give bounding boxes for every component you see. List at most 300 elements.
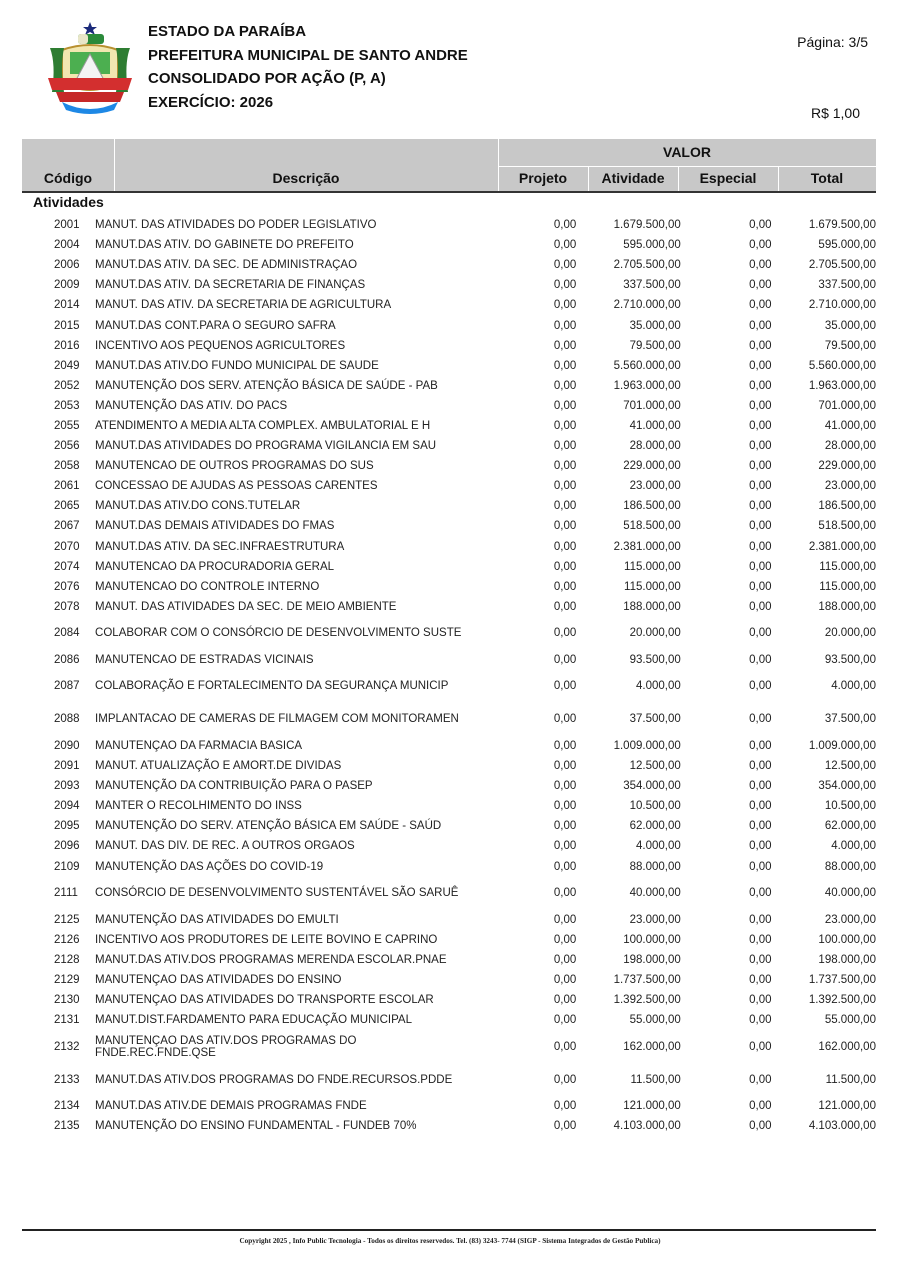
row-description: MANUTENCAO DE OUTROS PROGRAMAS DO SUS [95, 460, 374, 473]
row-total-value: 62.000,00 [824, 820, 876, 833]
row-project-value: 0,00 [553, 680, 577, 693]
row-special-value: 0,00 [749, 653, 772, 666]
row-description: MANUTENÇÃO DAS AÇÕES DO COVID-19 [95, 860, 324, 873]
row-total-value: 595.000,00 [818, 239, 876, 252]
table-row [22, 1010, 876, 1030]
row-description: INCENTIVO AOS PRODUTORES DE LEITE BOVINO E CAPRINO [95, 933, 438, 946]
row-description: MANUT.DAS ATIV. DA SECRETARIA DE FINANÇAS [95, 279, 366, 292]
row-code: 2093 [54, 780, 80, 793]
row-code: 2055 [54, 419, 80, 432]
column-header-code: Código [43, 170, 93, 186]
row-activity-value: 115.000,00 [624, 580, 681, 593]
row-description: MANUT. DAS ATIVIDADES DO PODER LEGISLATIVO [95, 219, 377, 232]
row-project-value: 0,00 [553, 887, 577, 900]
row-description: MANUT.DAS ATIV.DOS PROGRAMAS MERENDA ESCOLAR.PNAE [95, 953, 447, 966]
row-description: MANUT.DAS ATIVIDADES DO PROGRAMA VIGILANCIA EM SAU [95, 440, 437, 453]
row-description: MANUTENÇÃO DOS SERV. ATENÇÃO BÁSICA DE SAÚDE - PAB [95, 379, 438, 392]
row-code: 2053 [54, 399, 80, 412]
row-description: MANUT. DAS ATIVIDADES DA SEC. DE MEIO AMBIENTE [95, 600, 397, 613]
row-special-value: 0,00 [749, 239, 772, 252]
row-activity-value: 41.000,00 [629, 419, 681, 432]
row-special-value: 0,00 [749, 399, 772, 412]
row-description: MANUT.DIST.FARDAMENTO PARA EDUCAÇÃO MUNICIPAL [95, 1014, 412, 1027]
row-project-value: 0,00 [553, 299, 577, 312]
row-total-value: 1.392.500,00 [808, 994, 876, 1007]
row-activity-value: 55.000,00 [629, 1014, 681, 1027]
row-description: MANUTENÇÃO DAS ATIV. DO PACS [95, 399, 288, 412]
row-project-value: 0,00 [553, 713, 577, 726]
row-code: 2088 [54, 713, 80, 726]
row-activity-value: 11.500,00 [630, 1073, 681, 1086]
row-description: IMPLANTACAO DE CAMERAS DE FILMAGEM COM MONITORAMEN [95, 713, 459, 726]
row-description: MANUTENCAO DO CONTROLE INTERNO [95, 580, 320, 593]
row-activity-value: 1.392.500,00 [613, 994, 681, 1007]
row-code: 2135 [54, 1120, 80, 1133]
row-code: 2132 [54, 1040, 80, 1053]
row-special-value: 0,00 [749, 540, 772, 553]
row-total-value: 115.000,00 [819, 580, 876, 593]
row-total-value: 12.500,00 [824, 760, 876, 773]
row-description: ATENDIMENTO A MEDIA ALTA COMPLEX. AMBULATORIAL E H [95, 419, 431, 432]
row-code: 2109 [54, 860, 80, 873]
row-code: 2016 [54, 339, 80, 352]
row-project-value: 0,00 [553, 279, 577, 292]
row-project-value: 0,00 [553, 1014, 577, 1027]
row-total-value: 229.000,00 [818, 460, 876, 473]
table-row [22, 557, 876, 577]
table-row [22, 796, 876, 816]
row-code: 2015 [54, 319, 80, 332]
row-project-value: 0,00 [553, 933, 577, 946]
row-project-value: 0,00 [553, 840, 577, 853]
row-total-value: 4.000,00 [831, 840, 876, 853]
row-description: COLABORAÇÃO E FORTALECIMENTO DA SEGURANÇA MUNICIP [95, 680, 449, 693]
row-total-value: 354.000,00 [818, 780, 876, 793]
section-label-atividades: Atividades [33, 194, 104, 210]
table-row [22, 597, 876, 617]
row-total-value: 88.000,00 [824, 860, 876, 873]
row-project-value: 0,00 [553, 973, 577, 986]
table-row [22, 670, 876, 703]
row-total-value: 11.500,00 [825, 1073, 876, 1086]
row-code: 2067 [54, 520, 80, 533]
table-row [22, 877, 876, 910]
table-row [22, 255, 876, 275]
row-activity-value: 12.500,00 [629, 760, 681, 773]
row-project-value: 0,00 [553, 780, 577, 793]
row-code: 2052 [54, 379, 80, 392]
row-code: 2004 [54, 239, 80, 252]
report-title: CONSOLIDADO POR AÇÃO (P, A) [148, 70, 386, 87]
row-total-value: 2.381.000,00 [808, 540, 876, 553]
row-project-value: 0,00 [553, 339, 577, 352]
row-description: MANUT. DAS ATIV. DA SECRETARIA DE AGRICULTURA [95, 299, 392, 312]
row-special-value: 0,00 [749, 713, 772, 726]
row-activity-value: 1.737.500,00 [613, 973, 681, 986]
row-activity-value: 198.000,00 [623, 953, 681, 966]
row-project-value: 0,00 [553, 419, 577, 432]
row-code: 2129 [54, 973, 80, 986]
row-total-value: 37.500,00 [824, 713, 876, 726]
row-project-value: 0,00 [553, 653, 577, 666]
row-total-value: 186.500,00 [818, 500, 876, 513]
table-row [22, 617, 876, 650]
row-activity-value: 188.000,00 [623, 600, 681, 613]
row-project-value: 0,00 [553, 239, 577, 252]
row-code: 2061 [54, 480, 80, 493]
table-row [22, 910, 876, 930]
row-total-value: 701.000,00 [818, 399, 876, 412]
column-header-project: Projeto [518, 170, 568, 186]
row-code: 2009 [54, 279, 80, 292]
row-description: MANUTENÇÃO DA CONTRIBUIÇÃO PARA O PASEP [95, 780, 373, 793]
row-project-value: 0,00 [553, 627, 577, 640]
table-row [22, 650, 876, 670]
row-activity-value: 5.560.000,00 [613, 359, 681, 372]
table-row [22, 537, 876, 557]
row-activity-value: 354.000,00 [623, 780, 681, 793]
row-code: 2096 [54, 840, 80, 853]
row-description: MANUTENÇAO DAS ATIV.DOS PROGRAMAS DO FNDE.REC.FNDE.QSE [95, 1034, 357, 1059]
row-project-value: 0,00 [553, 259, 577, 272]
row-description: MANUT.DAS ATIV.DOS PROGRAMAS DO FNDE.RECURSOS.PDDE [95, 1073, 453, 1086]
column-header-total: Total [810, 170, 844, 186]
row-description: MANUT. DAS DIV. DE REC. A OUTROS ORGAOS [95, 840, 355, 853]
row-activity-value: 186.500,00 [623, 500, 681, 513]
row-code: 2014 [54, 299, 80, 312]
row-special-value: 0,00 [749, 1014, 772, 1027]
table-row [22, 356, 876, 376]
row-special-value: 0,00 [749, 299, 772, 312]
row-special-value: 0,00 [749, 933, 772, 946]
row-special-value: 0,00 [749, 520, 772, 533]
row-project-value: 0,00 [553, 359, 577, 372]
row-project-value: 0,00 [553, 740, 577, 753]
table-row [22, 577, 876, 597]
row-special-value: 0,00 [749, 627, 772, 640]
table-row [22, 396, 876, 416]
row-description: CONSÓRCIO DE DESENVOLVIMENTO SUSTENTÁVEL SÃO SARUÊ [95, 887, 459, 900]
row-project-value: 0,00 [553, 319, 577, 332]
table-row [22, 1096, 876, 1116]
row-description: MANUTENCAO DA PROCURADORIA GERAL [95, 560, 335, 573]
row-description: INCENTIVO AOS PEQUENOS AGRICULTORES [95, 339, 346, 352]
row-total-value: 10.500,00 [824, 800, 876, 813]
row-activity-value: 701.000,00 [623, 399, 681, 412]
row-code: 2074 [54, 560, 80, 573]
row-description: CONCESSAO DE AJUDAS AS PESSOAS CARENTES [95, 480, 378, 493]
table-row [22, 776, 876, 796]
row-total-value: 23.000,00 [824, 913, 876, 926]
row-code: 2131 [54, 1014, 80, 1027]
row-special-value: 0,00 [749, 953, 772, 966]
row-description: MANUTENÇÃO DAS ATIVIDADES DO EMULTI [95, 913, 339, 926]
table-row [22, 857, 876, 877]
row-special-value: 0,00 [749, 820, 772, 833]
row-total-value: 20.000,00 [824, 627, 876, 640]
row-special-value: 0,00 [749, 500, 772, 513]
table-body [22, 215, 876, 1136]
row-total-value: 1.009.000,00 [808, 740, 876, 753]
column-header-special: Especial [699, 170, 757, 186]
row-special-value: 0,00 [749, 359, 772, 372]
row-total-value: 35.000,00 [824, 319, 876, 332]
row-code: 2094 [54, 800, 80, 813]
row-activity-value: 4.103.000,00 [613, 1120, 681, 1133]
table-row [22, 376, 876, 396]
row-activity-value: 2.381.000,00 [613, 540, 681, 553]
row-special-value: 0,00 [749, 887, 772, 900]
row-special-value: 0,00 [749, 1120, 772, 1133]
row-special-value: 0,00 [749, 319, 772, 332]
row-special-value: 0,00 [749, 259, 772, 272]
row-activity-value: 1.963.000,00 [613, 379, 681, 392]
row-special-value: 0,00 [749, 379, 772, 392]
row-total-value: 4.103.000,00 [808, 1120, 876, 1133]
table-row [22, 275, 876, 295]
row-description: MANUT. ATUALIZAÇÃO E AMORT.DE DIVIDAS [95, 760, 342, 773]
row-activity-value: 115.000,00 [624, 560, 681, 573]
row-special-value: 0,00 [749, 339, 772, 352]
row-special-value: 0,00 [749, 680, 772, 693]
row-activity-value: 37.500,00 [629, 713, 681, 726]
row-special-value: 0,00 [749, 480, 772, 493]
table-row [22, 295, 876, 315]
table-header [22, 139, 876, 193]
table-row [22, 970, 876, 990]
row-code: 2084 [54, 627, 80, 640]
row-total-value: 4.000,00 [831, 680, 876, 693]
row-code: 2065 [54, 500, 80, 513]
table-row [22, 436, 876, 456]
row-activity-value: 10.500,00 [629, 800, 681, 813]
row-project-value: 0,00 [553, 860, 577, 873]
row-code: 2134 [54, 1100, 80, 1113]
row-activity-value: 2.710.000,00 [613, 299, 681, 312]
row-code: 2058 [54, 460, 80, 473]
row-special-value: 0,00 [749, 440, 772, 453]
row-total-value: 23.000,00 [824, 480, 876, 493]
row-special-value: 0,00 [749, 780, 772, 793]
row-code: 2090 [54, 740, 80, 753]
footer-divider [22, 1229, 876, 1231]
row-description: COLABORAR COM O CONSÓRCIO DE DESENVOLVIMENTO SUSTE [95, 627, 462, 640]
row-project-value: 0,00 [553, 399, 577, 412]
exercise-year: EXERCÍCIO: 2026 [148, 93, 274, 111]
row-description: MANUT.DAS ATIV. DO GABINETE DO PREFEITO [95, 239, 354, 252]
table-row [22, 456, 876, 476]
row-project-value: 0,00 [553, 560, 577, 573]
prefecture-name: PREFEITURA MUNICIPAL DE SANTO ANDRE [148, 46, 468, 64]
row-activity-value: 518.500,00 [623, 520, 681, 533]
row-special-value: 0,00 [749, 560, 772, 573]
row-code: 2049 [54, 359, 80, 372]
row-special-value: 0,00 [749, 840, 772, 853]
row-special-value: 0,00 [749, 1040, 772, 1053]
row-description: MANUT.DAS ATIV.DO FUNDO MUNICIPAL DE SAUDE [95, 359, 379, 372]
row-project-value: 0,00 [553, 820, 577, 833]
row-total-value: 162.000,00 [818, 1040, 876, 1053]
row-description: MANUT.DAS DEMAIS ATIVIDADES DO FMAS [95, 520, 335, 533]
row-total-value: 188.000,00 [818, 600, 876, 613]
table-row [22, 235, 876, 255]
row-project-value: 0,00 [553, 800, 577, 813]
valor-group-header: VALOR [663, 144, 711, 160]
row-activity-value: 93.500,00 [629, 653, 681, 666]
row-description: MANTER O RECOLHIMENTO DO INSS [95, 800, 302, 813]
row-activity-value: 35.000,00 [629, 319, 681, 332]
page-number: Página: 3/5 [797, 34, 868, 50]
currency-unit: R$ 1,00 [810, 105, 860, 121]
table-row [22, 215, 876, 235]
table-row [22, 990, 876, 1010]
row-project-value: 0,00 [553, 1073, 577, 1086]
row-activity-value: 1.009.000,00 [613, 740, 681, 753]
row-special-value: 0,00 [749, 740, 772, 753]
row-project-value: 0,00 [553, 460, 577, 473]
row-description: MANUT.DAS ATIV. DA SEC.INFRAESTRUTURA [95, 540, 345, 553]
row-total-value: 115.000,00 [819, 560, 876, 573]
table-row [22, 950, 876, 970]
row-project-value: 0,00 [553, 1100, 577, 1113]
row-special-value: 0,00 [749, 219, 772, 232]
row-special-value: 0,00 [749, 580, 772, 593]
row-project-value: 0,00 [553, 379, 577, 392]
row-project-value: 0,00 [553, 953, 577, 966]
row-total-value: 2.710.000,00 [808, 299, 876, 312]
row-total-value: 79.500,00 [824, 339, 876, 352]
row-code: 2091 [54, 760, 80, 773]
row-code: 2078 [54, 600, 80, 613]
table-row [22, 516, 876, 536]
row-activity-value: 88.000,00 [629, 860, 681, 873]
state-name: ESTADO DA PARAÍBA [148, 23, 307, 40]
row-activity-value: 100.000,00 [623, 933, 681, 946]
row-code: 2126 [54, 933, 80, 946]
municipal-coat-of-arms-icon [42, 20, 138, 116]
row-project-value: 0,00 [553, 480, 577, 493]
row-total-value: 2.705.500,00 [808, 259, 876, 272]
row-special-value: 0,00 [749, 800, 772, 813]
row-activity-value: 28.000,00 [629, 440, 681, 453]
row-code: 2006 [54, 259, 80, 272]
row-code: 2056 [54, 440, 80, 453]
row-activity-value: 23.000,00 [629, 913, 681, 926]
row-project-value: 0,00 [553, 219, 577, 232]
row-activity-value: 4.000,00 [635, 680, 681, 693]
row-project-value: 0,00 [553, 580, 577, 593]
footer-copyright: Copyright 2025 , Info Public Tecnologia - Todos os direitos reservedos. Tel. (83) 3243- 7744 (SIGP - Sistema Integrados de Gestão Publica) [239, 1237, 661, 1245]
row-project-value: 0,00 [553, 994, 577, 1007]
row-total-value: 55.000,00 [824, 1014, 876, 1027]
row-total-value: 100.000,00 [818, 933, 876, 946]
row-total-value: 337.500,00 [818, 279, 876, 292]
column-header-description: Descrição [272, 170, 340, 186]
table-row [22, 930, 876, 950]
row-code: 2133 [54, 1073, 80, 1086]
row-code: 2095 [54, 820, 80, 833]
table-row [22, 416, 876, 436]
row-code: 2087 [54, 680, 80, 693]
row-description: MANUTENÇÃO DO SERV. ATENÇÃO BÁSICA EM SAÚDE - SAÚD [95, 820, 442, 833]
row-project-value: 0,00 [553, 760, 577, 773]
table-row [22, 336, 876, 356]
row-total-value: 1.679.500,00 [808, 219, 876, 232]
column-header-activity: Atividade [601, 170, 665, 186]
table-row [22, 703, 876, 736]
row-total-value: 5.560.000,00 [808, 359, 876, 372]
row-activity-value: 121.000,00 [623, 1100, 681, 1113]
row-special-value: 0,00 [749, 600, 772, 613]
row-activity-value: 2.705.500,00 [613, 259, 681, 272]
row-code: 2001 [54, 219, 80, 232]
row-total-value: 93.500,00 [824, 653, 876, 666]
row-total-value: 41.000,00 [824, 419, 876, 432]
row-special-value: 0,00 [749, 973, 772, 986]
row-code: 2070 [54, 540, 80, 553]
row-special-value: 0,00 [749, 460, 772, 473]
table-row [22, 1116, 876, 1136]
row-special-value: 0,00 [749, 760, 772, 773]
table-row [22, 476, 876, 496]
row-total-value: 1.963.000,00 [808, 379, 876, 392]
row-total-value: 28.000,00 [824, 440, 876, 453]
row-project-value: 0,00 [553, 1120, 577, 1133]
row-activity-value: 62.000,00 [629, 820, 681, 833]
table-row [22, 1030, 876, 1063]
row-activity-value: 40.000,00 [629, 887, 681, 900]
row-special-value: 0,00 [749, 994, 772, 1007]
row-special-value: 0,00 [749, 860, 772, 873]
row-total-value: 121.000,00 [818, 1100, 876, 1113]
row-project-value: 0,00 [553, 913, 577, 926]
row-project-value: 0,00 [553, 1040, 577, 1053]
row-code: 2128 [54, 953, 80, 966]
row-total-value: 1.737.500,00 [808, 973, 876, 986]
row-total-value: 518.500,00 [818, 520, 876, 533]
row-description: MANUTENÇAO DAS ATIVIDADES DO TRANSPORTE ESCOLAR [95, 994, 434, 1007]
row-activity-value: 79.500,00 [629, 339, 681, 352]
row-project-value: 0,00 [553, 500, 577, 513]
row-special-value: 0,00 [749, 913, 772, 926]
row-code: 2125 [54, 913, 80, 926]
row-project-value: 0,00 [553, 440, 577, 453]
row-description: MANUTENÇAO DAS ATIVIDADES DO ENSINO [95, 973, 342, 986]
row-activity-value: 1.679.500,00 [613, 219, 681, 232]
row-special-value: 0,00 [749, 1100, 772, 1113]
table-row [22, 736, 876, 756]
row-total-value: 40.000,00 [824, 887, 876, 900]
table-row [22, 756, 876, 776]
row-special-value: 0,00 [749, 419, 772, 432]
row-activity-value: 4.000,00 [635, 840, 681, 853]
table-row [22, 315, 876, 335]
row-activity-value: 20.000,00 [629, 627, 681, 640]
row-code: 2130 [54, 994, 80, 1007]
row-project-value: 0,00 [553, 600, 577, 613]
row-activity-value: 23.000,00 [629, 480, 681, 493]
row-activity-value: 595.000,00 [623, 239, 681, 252]
row-activity-value: 337.500,00 [623, 279, 681, 292]
row-description: MANUT.DAS ATIV.DE DEMAIS PROGRAMAS FNDE [95, 1100, 367, 1113]
row-activity-value: 162.000,00 [623, 1040, 681, 1053]
row-description: MANUTENÇÃO DO ENSINO FUNDAMENTAL - FUNDEB 70% [95, 1120, 417, 1133]
row-description: MANUT.DAS ATIV. DA SEC. DE ADMINISTRAÇAO [95, 259, 358, 272]
row-description: MANUT.DAS CONT.PARA O SEGURO SAFRA [95, 319, 336, 332]
table-row [22, 496, 876, 516]
row-description: MANUT.DAS ATIV.DO CONS.TUTELAR [95, 500, 301, 513]
row-special-value: 0,00 [749, 1073, 772, 1086]
